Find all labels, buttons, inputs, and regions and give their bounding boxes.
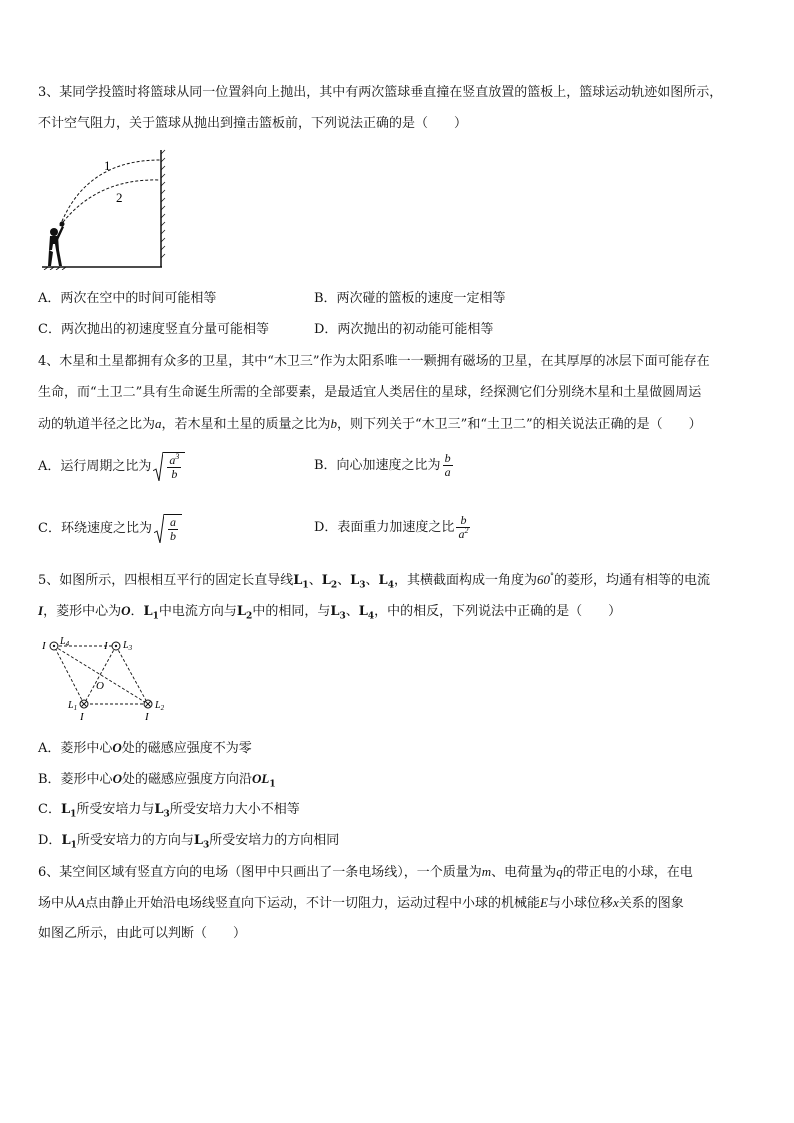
svg-text:I: I [104,640,108,652]
q4-option-c-sqrt: $\frac{a}{b}$ [154,514,182,543]
q4-option-c[interactable] [38,514,184,543]
q5-L1: L [293,573,303,588]
q3-option-a[interactable]: A．两次在空中的时间可能相等 [38,291,217,306]
q4-option-b-text: B．向心加速度之比为 [314,458,441,473]
q4-option-d-frac: $\frac{b}{a^2}$ [458,513,469,541]
q4-option-c-text: C．环绕速度之比为 [38,521,152,536]
q3-option-d[interactable]: D．两次抛出的初动能可能相等 [314,322,494,337]
q4-option-d[interactable] [314,514,472,541]
q6-stem-line3: 如图乙所示，由此可以判断（ ） [38,926,247,941]
trajectory-2 [60,180,160,226]
q5-stem-line2: I，菱形中心为O．$L_1$中电流方向与$L_2$中的相同，与$L_3$、$L_4$，中的相反，下列说法中正确的是（ ） [38,603,622,622]
q4-option-d-text: D．表面重力加速度之比 [314,520,455,535]
q5-rhombus-figure [38,634,178,724]
q5-L2: L [321,573,331,588]
q4-option-b[interactable] [314,452,455,479]
q4-option-b-frac: $\frac{b}{a}$ [444,451,451,479]
q5-option-a[interactable]: A．菱形中心O处的磁感应强度不为零 [38,740,252,756]
q5-angle: 60 [536,572,550,587]
q3-stem-line1: 3、某同学投篮时将篮球从同一位置斜向上抛出，其中有两次篮球垂直撞在竖直放置的篮板上，篮球运动轨迹如图所示， [38,85,723,100]
q6-stem-line1: 6、某空间区域有竖直方向的电场（图甲中只画出了一条电场线），一个质量为m、电荷量为q的带正电的小球，在电 [38,864,693,880]
q5-option-b[interactable]: B．菱形中心O处的磁感应强度方向沿$OL_1$ [38,771,276,790]
trajectory-2-label: 2 [116,190,123,205]
svg-text:I: I [80,711,84,723]
q3-stem-line2: 不计空气阻力，关于篮球从抛出到撞击篮板前，下列说法正确的是（ ） [38,116,468,131]
svg-text:I: I [145,711,149,723]
q4-stem-line2: 生命，而“土卫二”具有生命诞生所需的全部要素，是最适宜人类居住的星球，经探测它们分别绕木星和土星做圆周运 [38,385,702,400]
q5-option-c[interactable]: C．$L_1$所受安培力与$L_3$所受安培力大小不相等 [38,802,300,820]
svg-text:I: I [42,640,46,652]
svg-text:L2: $L_2$ [155,700,165,712]
q4-stem-line3 [38,416,702,433]
q3-basketball-figure [38,146,178,270]
svg-text:L1: $L_1$ [68,700,78,712]
q4-option-a-text: A．运行周期之比为 [38,459,152,474]
q3-option-c[interactable]: C．两次抛出的初速度竖直分量可能相等 [38,322,269,337]
q4-stem-line1: 4、木星和土星都拥有众多的卫星，其中“木卫三”作为太阳系唯一一颗拥有磁场的卫星，在其厚厚的冰层下面可能存在 [38,354,710,369]
q4-option-a-sqrt: $\frac{a^3}{b}$ [153,452,185,481]
q4-var-b: b [330,416,338,431]
q5-L3: L [350,573,360,588]
svg-text:L3: $L_3$ [123,640,133,652]
player-figure [48,222,65,267]
q4-line3-part3: ，则下列关于“木卫三”和“土卫二”的相关说法正确的是（ ） [337,417,702,432]
q4-line3-part2: ，若木星和土星的质量之比为 [161,417,331,432]
q3-option-b[interactable]: B．两次碰的篮板的速度一定相等 [314,291,506,306]
q4-var-a: a [155,416,162,431]
q4-line3-part1: 动的轨道半径之比为 [38,417,156,432]
trajectory-1-label: 1 [104,158,111,173]
q5-option-d[interactable]: D．$L_1$所受安培力的方向与$L_3$所受安培力的方向相同 [38,833,340,851]
q6-stem-line2: 场中从A点由静止开始沿电场线竖直向下运动，不计一切阻力，运动过程中小球的机械能E与小球位移x关系的图象 [38,895,684,911]
svg-text:O: O [96,680,104,692]
q5-L4: L [378,573,388,588]
q5-stem-line1: 5、如图所示，四根相互平行的固定长直导线$L_1$、$L_2$、$L_3$、$L_4$，其横截面构成一角度为60°的菱形，均通有相等的电流 [38,571,710,591]
svg-text:L4: $L_4$ [60,636,70,648]
q4-option-a[interactable] [38,452,187,481]
